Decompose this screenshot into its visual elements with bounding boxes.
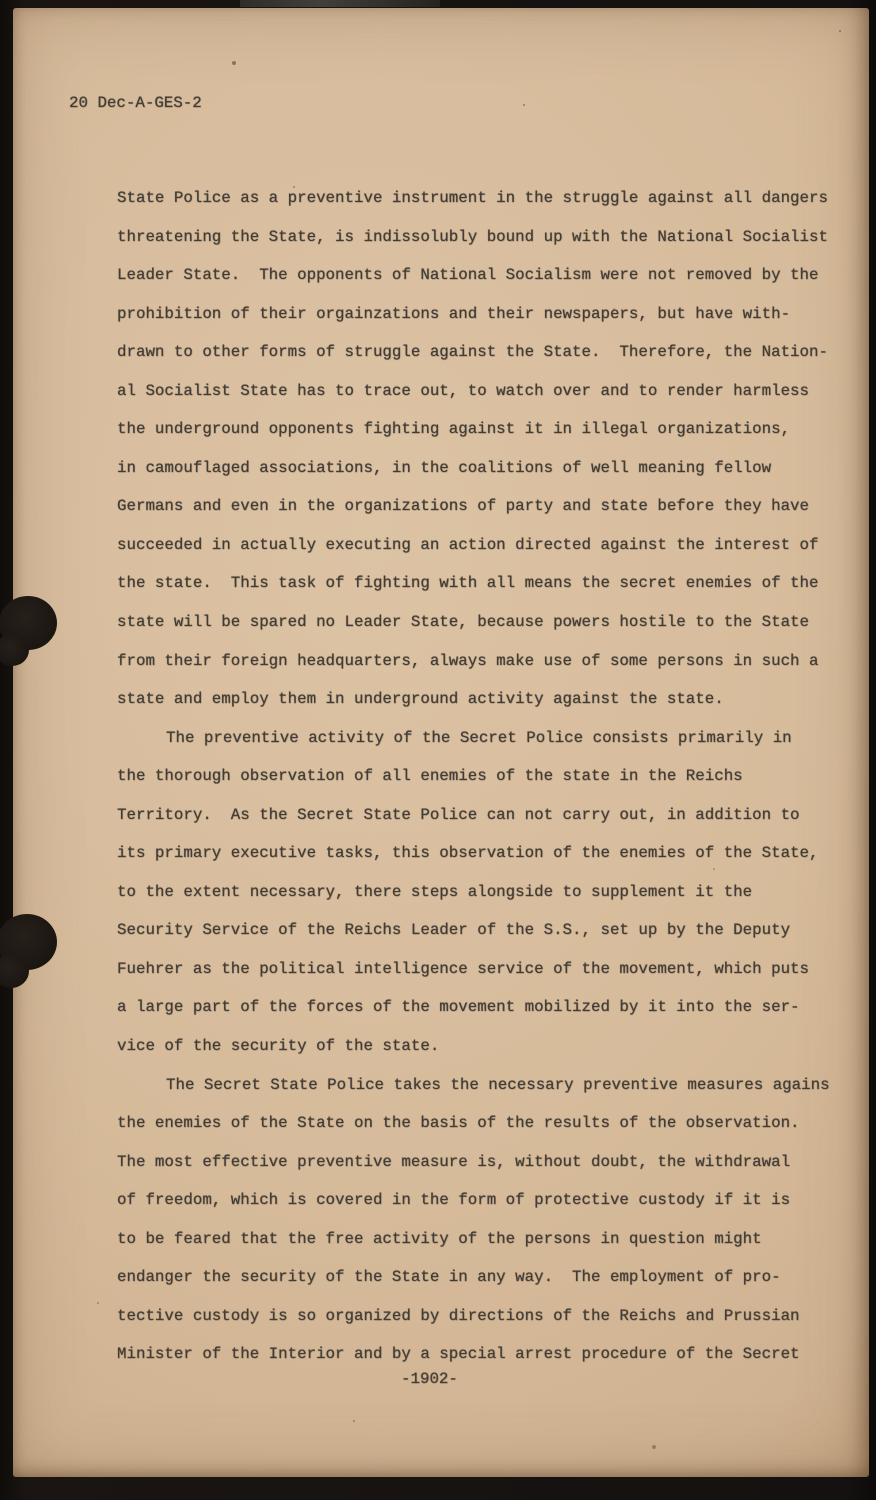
text-line: endanger the security of the State in any way. The employment of pro- <box>117 1268 781 1287</box>
punch-hole-top-secondary <box>0 634 29 666</box>
document-body <box>117 179 857 1374</box>
text-line: its primary executive tasks, this observation of the enemies of the State, <box>117 844 819 863</box>
paragraph <box>117 719 857 1066</box>
text-line: The most effective preventive measure is, without doubt, the withdrawal <box>117 1152 791 1171</box>
text-line: drawn to other forms of struggle against the State. Therefore, the Nation- <box>117 343 828 362</box>
text-line: tective custody is so organized by directions of the Reichs and Prussian <box>117 1306 800 1325</box>
text-line: Leader State. The opponents of National Socialism were not removed by the <box>117 266 819 285</box>
paragraph <box>117 1066 857 1374</box>
paragraph <box>117 179 857 719</box>
text-line: state will be spared no Leader State, because powers hostile to the State <box>117 613 810 632</box>
text-line: to be feared that the free activity of the persons in question might <box>117 1229 762 1248</box>
document-header-reference: 20 Dec-A-GES-2 <box>69 94 202 112</box>
text-line: the thorough observation of all enemies of the state in the Reichs <box>117 767 743 786</box>
text-line: from their foreign headquarters, always make use of some persons in such a <box>117 651 819 670</box>
document-page <box>13 8 869 1477</box>
text-line: state and employ them in underground activity against the state. <box>117 690 724 709</box>
text-line: vice of the security of the state. <box>117 1037 440 1056</box>
text-line: to the extent necessary, there steps alongside to supplement it the <box>117 882 753 901</box>
text-line: in camouflaged associations, in the coalitions of well meaning fellow <box>117 458 772 477</box>
text-line: prohibition of their orgainzations and their newspapers, but have with- <box>117 304 791 323</box>
text-line: a large part of the forces of the movement mobilized by it into the ser- <box>117 998 800 1017</box>
text-line: The preventive activity of the Secret Police consists primarily in <box>166 728 792 747</box>
paper-speckles <box>13 8 15 10</box>
text-line: the enemies of the State on the basis of the results of the observation. <box>117 1114 800 1133</box>
text-line: Territory. As the Secret State Police can not carry out, in addition to <box>117 805 800 824</box>
text-line: threatening the State, is indissolubly bound up with the National Socialist <box>117 227 828 246</box>
text-line: Minister of the Interior and by a special arrest procedure of the Secret <box>117 1345 800 1364</box>
text-line: the state. This task of fighting with all means the secret enemies of the <box>117 574 819 593</box>
text-line: The Secret State Police takes the necessary preventive measures agains <box>166 1075 830 1094</box>
page-number: -1902- <box>401 1370 458 1388</box>
text-line: al Socialist State has to trace out, to watch over and to render harmless <box>117 381 810 400</box>
punch-hole-bottom-secondary <box>0 954 29 988</box>
text-line: the underground opponents fighting against it in illegal organizations, <box>117 420 791 439</box>
text-line: Fuehrer as the political intelligence service of the movement, which puts <box>117 959 810 978</box>
text-line: State Police as a preventive instrument in the struggle against all dangers <box>117 189 828 207</box>
text-line: of freedom, which is covered in the form of protective custody if it is <box>117 1191 791 1210</box>
text-line: Germans and even in the organizations of party and state before they have <box>117 497 810 516</box>
text-line: Security Service of the Reichs Leader of the S.S., set up by the Deputy <box>117 921 791 940</box>
text-line: succeeded in actually executing an action directed against the interest of <box>117 535 819 554</box>
